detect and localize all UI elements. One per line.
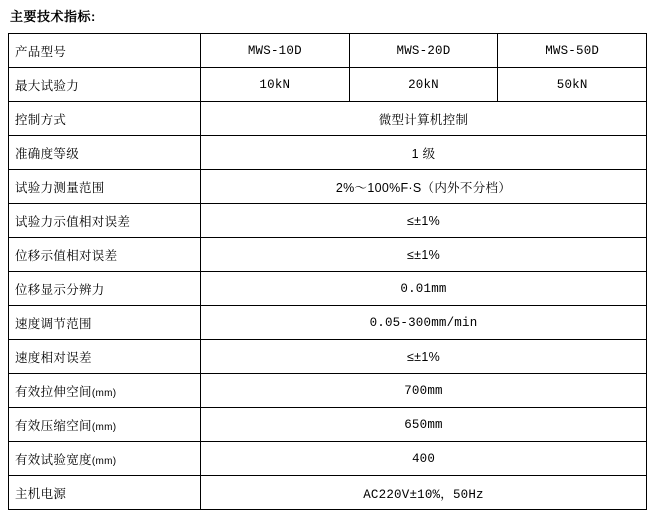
table-row (9, 442, 647, 476)
row-value: 微型计算机控制 (201, 102, 647, 136)
row-label-text: 有效试验宽度 (15, 452, 92, 467)
table-row (9, 272, 647, 306)
row-label-unit: (mm) (91, 455, 117, 467)
page-title: 主要技术指标: (10, 9, 96, 24)
row-value: 10kN (201, 68, 350, 102)
table-row (9, 408, 647, 442)
row-label (9, 408, 201, 442)
row-label: 产品型号 (9, 34, 201, 68)
row-label-unit: (mm) (91, 421, 117, 433)
row-value: 50kN (498, 68, 647, 102)
technical-specifications-table (8, 33, 647, 510)
row-label: 主机电源 (9, 476, 201, 510)
table-row (9, 238, 647, 272)
row-value: 1 级 (201, 136, 647, 170)
row-value: MWS-10D (201, 34, 350, 68)
row-value: MWS-20D (349, 34, 498, 68)
row-value: 700mm (201, 374, 647, 408)
row-label: 位移显示分辨力 (9, 272, 201, 306)
table-row (9, 102, 647, 136)
row-value: 0.05-300mm/min (201, 306, 647, 340)
table-row (9, 340, 647, 374)
table-row (9, 136, 647, 170)
row-label-text: 有效拉伸空间 (15, 384, 92, 399)
row-label: 最大试验力 (9, 68, 201, 102)
row-label-unit: (mm) (91, 387, 117, 399)
row-label (9, 374, 201, 408)
table-row (9, 306, 647, 340)
table-row (9, 476, 647, 510)
table-row (9, 374, 647, 408)
table-row (9, 170, 647, 204)
row-value: 20kN (349, 68, 498, 102)
row-value: 0.01mm (201, 272, 647, 306)
row-label: 速度调节范围 (9, 306, 201, 340)
table-row (9, 68, 647, 102)
row-label (9, 442, 201, 476)
row-label: 试验力测量范围 (9, 170, 201, 204)
row-value: AC220V±10%，50Hz (201, 476, 647, 510)
row-value: 2%～100%F·S（内外不分档） (201, 170, 647, 204)
row-label: 速度相对误差 (9, 340, 201, 374)
table-row (9, 34, 647, 68)
row-label: 试验力示值相对误差 (9, 204, 201, 238)
row-label: 控制方式 (9, 102, 201, 136)
row-value: ≤±1% (201, 238, 647, 272)
row-value: ≤±1% (201, 340, 647, 374)
row-value: 400 (201, 442, 647, 476)
row-label: 位移示值相对误差 (9, 238, 201, 272)
row-label-text: 有效压缩空间 (15, 418, 92, 433)
table-row (9, 204, 647, 238)
row-value: 650mm (201, 408, 647, 442)
table-body (9, 34, 647, 510)
row-label: 准确度等级 (9, 136, 201, 170)
row-value: MWS-50D (498, 34, 647, 68)
row-value: ≤±1% (201, 204, 647, 238)
